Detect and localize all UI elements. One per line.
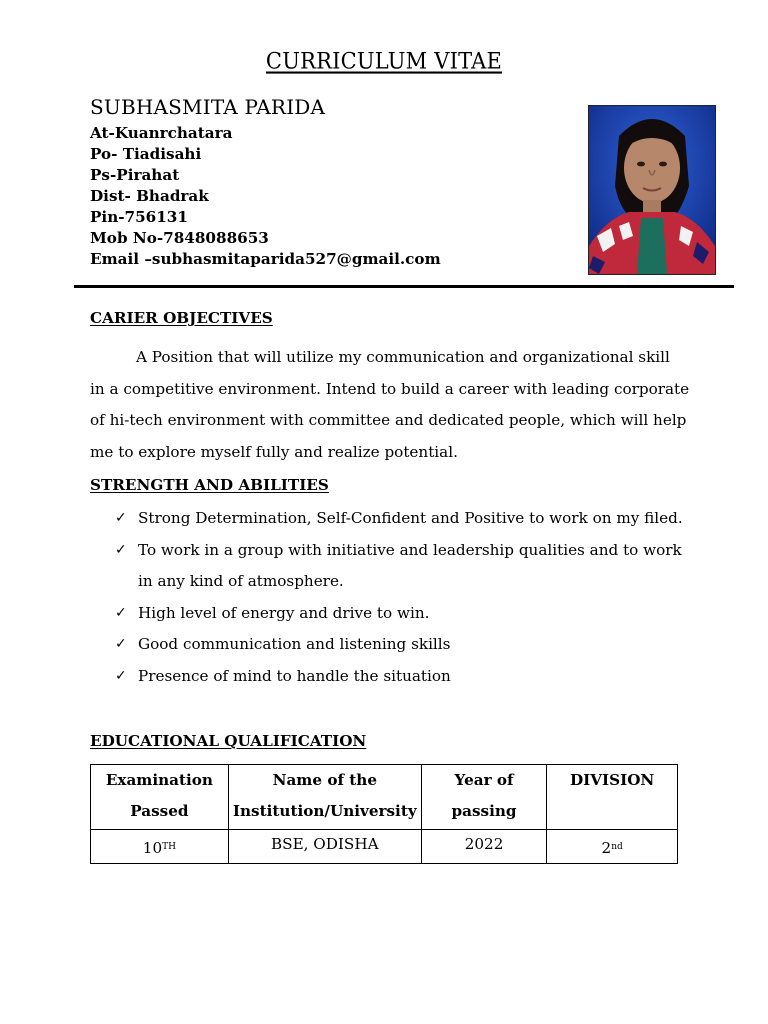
strengths-list: [115, 503, 715, 692]
column-header-examination: Examination Passed: [91, 765, 229, 830]
address-police-station: Ps-Pirahat: [90, 166, 180, 184]
address-pin: Pin-756131: [90, 208, 188, 226]
address-district: Dist- Bhadrak: [90, 187, 209, 205]
strength-text: Presence of mind to handle the situation: [138, 666, 451, 685]
candidate-name: SUBHASMITA PARIDA: [90, 95, 326, 119]
column-header-institution: Name of the Institution/University: [228, 765, 421, 830]
objectives-line: in a competitive environment. Intend to build a career with leading corporate: [90, 379, 690, 398]
list-item: [115, 503, 715, 535]
address-village: At-Kuanrchatara: [90, 124, 233, 142]
check-icon: ✓: [115, 510, 127, 526]
education-table: [90, 764, 678, 864]
strength-text: To work in a group with initiative and leadership qualities and to work: [138, 540, 682, 559]
check-icon: ✓: [115, 636, 127, 652]
objectives-line: of hi-tech environment with committee and dedicated people, which will help: [90, 411, 687, 429]
list-item: [115, 629, 715, 661]
cell-institution: BSE, ODISHA: [228, 830, 421, 864]
strength-text: Strong Determination, Self-Confident and Positive to work on my filed.: [138, 509, 683, 527]
profile-photo-illustration: [589, 106, 715, 274]
list-item: [115, 661, 715, 693]
header-divider: [74, 285, 734, 288]
contact-details: [90, 123, 441, 270]
cell-examination: 10TH: [91, 830, 229, 864]
strength-text: Good communication and listening skills: [138, 635, 451, 653]
check-icon: ✓: [115, 667, 127, 684]
continuation-spacer: [115, 566, 138, 598]
table-row: [91, 830, 678, 864]
list-item: [115, 598, 715, 630]
document-title: CURRICULUM VITAE: [265, 48, 503, 74]
list-item: [115, 535, 715, 567]
check-icon: ✓: [115, 604, 127, 621]
profile-photo: [588, 105, 716, 275]
email-address: Email –subhasmitaparida527@gmail.com: [90, 250, 441, 268]
education-heading: EDUCATIONAL QUALIFICATION: [90, 732, 367, 750]
mobile-number: Mob No-7848088653: [90, 229, 269, 247]
strength-text: High level of energy and drive to win.: [138, 603, 430, 622]
table-header-row: [91, 765, 678, 830]
strengths-heading: STRENGTH AND ABILITIES: [90, 476, 329, 494]
cell-division: 2nd: [547, 830, 678, 864]
check-icon: ✓: [115, 541, 127, 558]
objectives-heading: CARIER OBJECTIVES: [90, 309, 273, 327]
objectives-line: A Position that will utilize my communication and organizational skill: [136, 348, 670, 366]
objectives-paragraph: [90, 342, 690, 468]
column-header-year: Year of passing: [421, 765, 547, 830]
list-item: [115, 566, 715, 598]
address-post-office: Po- Tiadisahi: [90, 145, 202, 163]
objectives-line: me to explore myself fully and realize potential.: [90, 442, 458, 461]
column-header-division: DIVISION: [547, 765, 678, 830]
cell-year: 2022: [421, 830, 547, 864]
strength-text: in any kind of atmosphere.: [138, 572, 344, 590]
